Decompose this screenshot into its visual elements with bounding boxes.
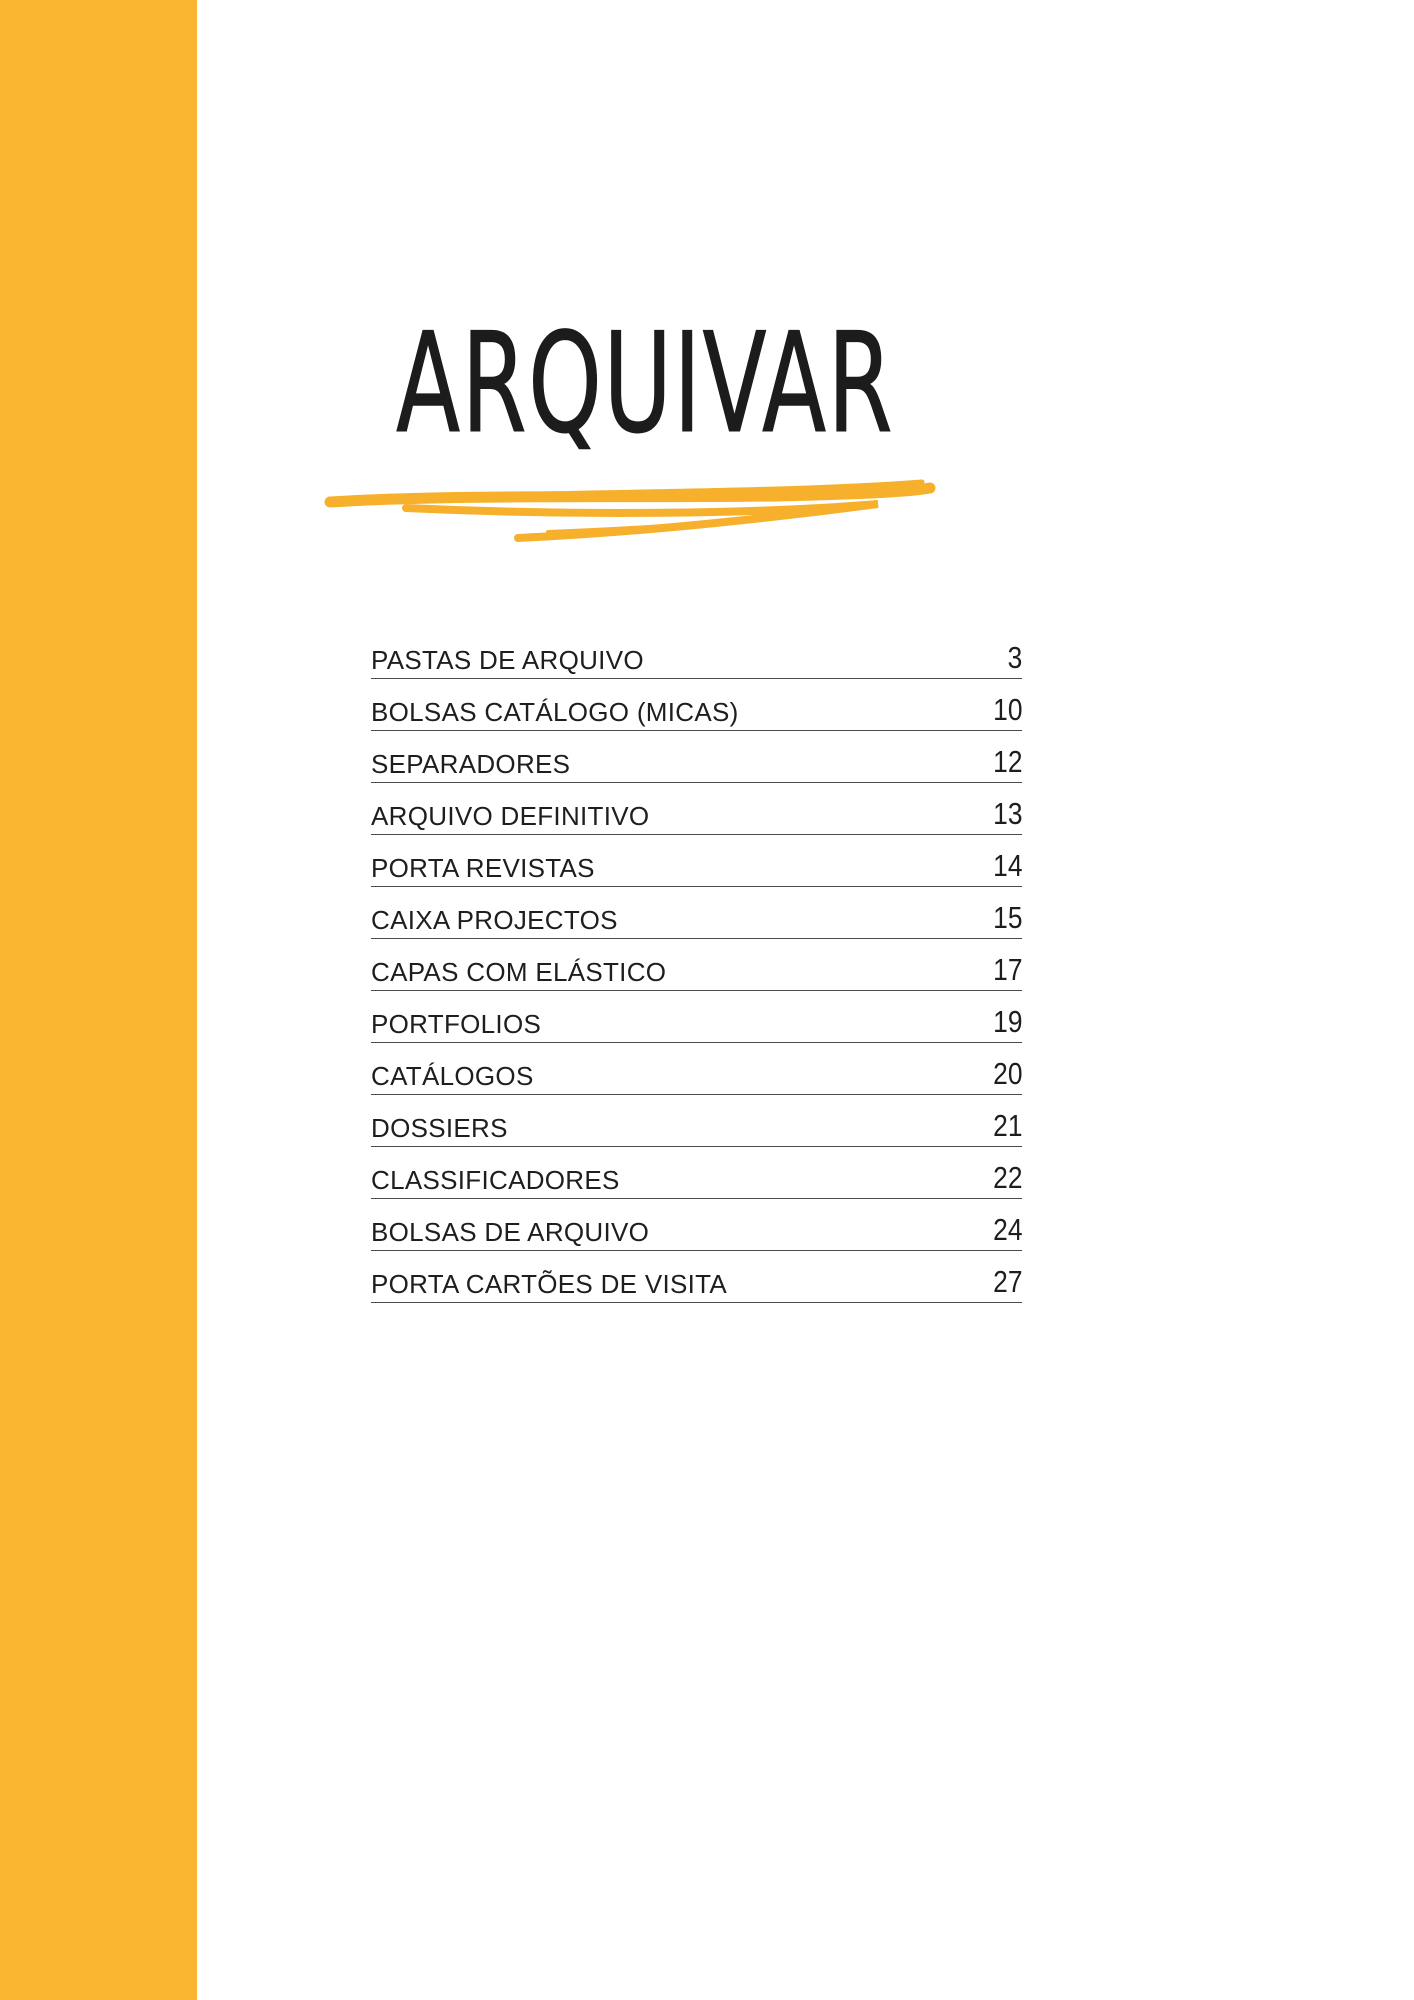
brush-stroke-lower [406,504,878,538]
toc-entry-page-number: 20 [992,1056,1022,1091]
toc-entry-page-number: 27 [992,1264,1022,1299]
section-title: ARQUIVAR [396,303,895,464]
toc-entry-title: DOSSIERS [371,1113,508,1143]
toc-entry[interactable] [371,680,1022,731]
toc-entry-title: CAIXA PROJECTOS [371,905,618,935]
toc-entry-page-number: 14 [992,848,1022,883]
toc-entry-page-number: 22 [992,1160,1022,1195]
toc-entry[interactable] [371,1096,1022,1147]
toc-entry-title: SEPARADORES [371,749,571,779]
toc-entry-title: BOLSAS DE ARQUIVO [371,1217,650,1247]
toc-entry-page-number: 15 [992,900,1022,935]
toc-entry[interactable] [371,628,1022,679]
toc-entry-page-number: 24 [992,1212,1022,1247]
section-heading [318,290,938,590]
toc-entry-page-number: 12 [992,744,1022,779]
toc-entry-page-number: 19 [992,1004,1022,1039]
table-of-contents [371,628,1022,1304]
toc-entry-page-number: 10 [992,692,1022,727]
toc-entry[interactable] [371,992,1022,1043]
toc-entry-title: PORTFOLIOS [371,1009,542,1039]
toc-entry-title: CAPAS COM ELÁSTICO [371,957,667,987]
toc-entry[interactable] [371,732,1022,783]
toc-entry-title: PASTAS DE ARQUIVO [371,645,644,675]
toc-entry-title: CLASSIFICADORES [371,1165,620,1195]
toc-entry-title: ARQUIVO DEFINITIVO [371,801,650,831]
toc-entry[interactable] [371,888,1022,939]
toc-entry[interactable] [371,1252,1022,1303]
toc-entry-title: CATÁLOGOS [371,1061,534,1091]
toc-entry[interactable] [371,940,1022,991]
toc-entry-title: PORTA REVISTAS [371,853,595,883]
toc-entry-title: PORTA CARTÕES DE VISITA [371,1269,728,1299]
toc-entry-title: BOLSAS CATÁLOGO (MICAS) [371,697,739,727]
accent-side-band [0,0,197,2000]
toc-entry-page-number: 3 [1007,640,1022,675]
toc-entry-page-number: 13 [992,796,1022,831]
toc-entry-page-number: 21 [992,1108,1022,1143]
toc-entry[interactable] [371,836,1022,887]
brush-stroke-underline [318,458,938,568]
toc-entry[interactable] [371,1200,1022,1251]
toc-entry[interactable] [371,1044,1022,1095]
toc-entry[interactable] [371,1148,1022,1199]
toc-entry[interactable] [371,784,1022,835]
toc-entry-page-number: 17 [992,952,1022,987]
